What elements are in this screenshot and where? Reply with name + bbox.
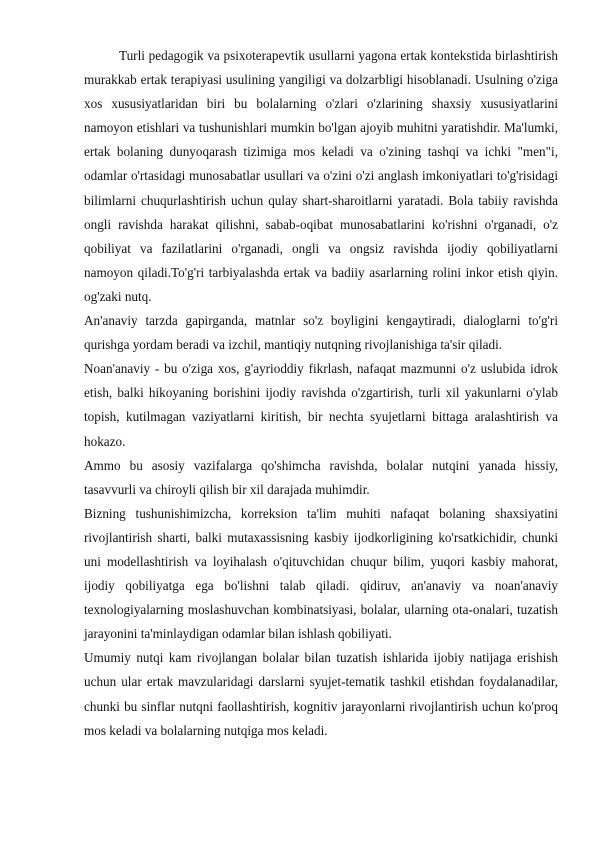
paragraph-5: Bizning tushunishimizcha, korreksion ta'lim muhiti nafaqat bolaning shaxsiyatini rivojlantirish sharti, balki mutaxassisning kasbiy ijodkorligining ko'rsatkichidir, chunki uni modellashtirish va loyihalash o'qituvchidan chuqur bilim, yuqori kasbiy mahorat, ijodiy qobiliyatga ega bo'lishni talab qiladi. qidiruv, an'anaviy va noan'anaviy texnologiyalarning moslashuvchan kombinatsiyasi, bolalar, ularning ota-onalari, tuzatish jarayonini ta'minlaydigan odamlar bilan ishlash qobiliyati.	[84, 505, 558, 642]
paragraph-3: Noan'anaviy - bu o'ziga xos, g'ayrioddiy fikrlash, nafaqat mazmunni o'z uslubida idrok etish, balki hikoyaning borishini ijodiy ravishda o'zgartirish, turli xil yakunlarni o'ylab topish, kutilmagan vaziyatlarni kiritish, bir nechta syujetlarni bittaga aralashtirish va hokazo.	[84, 361, 558, 449]
paragraph-2: An'anaviy tarzda gapirganda, matnlar so'z boyligini kengaytiradi, dialoglarni to'g'ri qurishga yordam beradi va izchil, mantiqiy nutqning rivojlanishiga ta'sir qiladi.	[84, 313, 558, 353]
paragraph-1: Turli pedagogik va psixoterapevtik usullarni yagona ertak kontekstida birlashtirish murakkab ertak terapiyasi usulining yangiligi va dolzarbligi hisoblanadi. Usulning o'ziga xos xususiyatlaridan biri bu bolalarning o'zlari o'zlarining shaxsiy xususiyatlarini namoyon etishlari va tushunishlari mumkin bo'lgan ajoyib muhitni yaratishdir. Ma'lumki, ertak bolaning dunyoqarash tizimiga mos keladi va o'zining tashqi va ichki "men"i, odamlar o'rtasidagi munosabatlar usullari va o'zini o'zi anglash imkoniyatlari to'g'risidagi bilimlarni chuqurlashtirish uchun qulay shart-sharoitlarni yaratadi. Bola tabiiy ravishda ongli ravishda harakat qilishni, sabab-oqibat munosabatlarini ko'rishni o'rganadi, o'z qobiliyat va fazilatlarini o'rganadi, ongli va ongsiz ravishda ijodiy qobiliyatlarni namoyon qiladi.To'g'ri tarbiyalashda ertak va badiiy asarlarning rolini inkor etish qiyin. og'zaki nutq.	[84, 48, 558, 304]
paragraph-4: Ammo bu asosiy vazifalarga qo'shimcha ravishda, bolalar nutqini yanada hissiy, tasavvurli va chiroyli qilish bir xil darajada muhimdir.	[84, 457, 558, 497]
document-page	[84, 44, 558, 743]
paragraph-6: Umumiy nutqi kam rivojlangan bolalar bilan tuzatish ishlarida ijobiy natijaga erishish uchun ular ertak mavzularidagi darslarni syujet-tematik tashkil etishdan foydalanadilar, chunki bu sinflar nutqni faollashtirish, kognitiv jarayonlarni rivojlantirish uchun ko'proq mos keladi va bolalarning nutqiga mos keladi.	[84, 650, 558, 738]
